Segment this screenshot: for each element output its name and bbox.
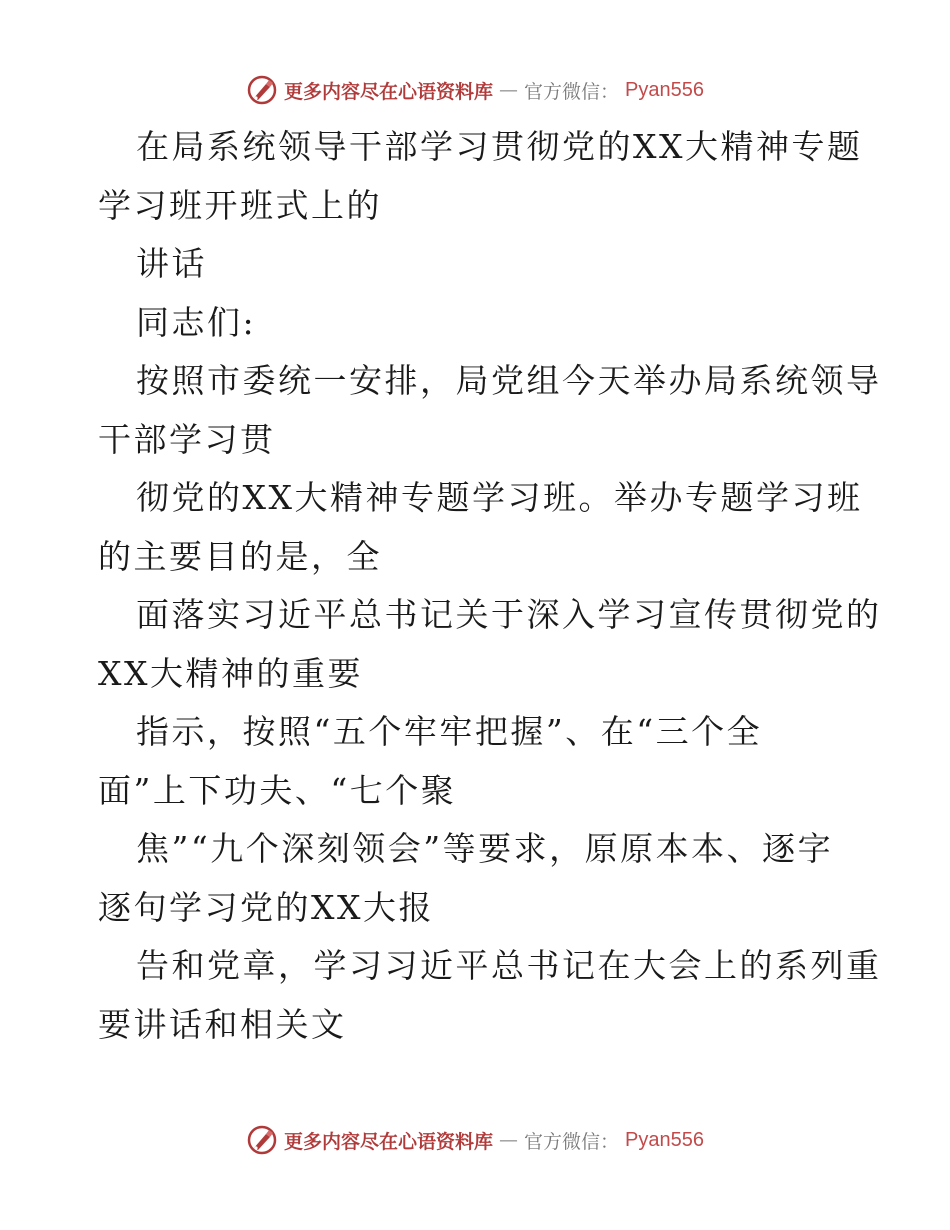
pen-logo-icon — [246, 74, 278, 106]
watermark-dash: — — [499, 1129, 519, 1151]
document-line: 讲话 — [136, 244, 207, 283]
document-line: 面”上下功夫、“七个聚 — [98, 770, 457, 810]
header-watermark — [0, 70, 950, 110]
document-line: 告和党章，学习习近平总书记在大会上的系列重 — [136, 946, 882, 985]
pen-logo-icon — [246, 1124, 278, 1156]
document-line: 的主要目的是，全 — [98, 536, 382, 576]
document-line: 要讲话和相关文 — [98, 1004, 347, 1044]
document-line: 在局系统领导干部学习贯彻党的XX大精神专题 — [136, 127, 863, 166]
watermark-main-text: 更多内容尽在心语资料库 — [284, 1130, 494, 1153]
watermark-wechat-id: Pyan556 — [625, 78, 704, 101]
document-body — [98, 118, 882, 1054]
document-line: 干部学习贯 — [98, 419, 276, 459]
document-line: 指示，按照“五个牢牢把握”、在“三个全 — [136, 712, 763, 751]
document-line: 彻党的XX大精神专题学习班。举办专题学习班 — [136, 478, 863, 517]
watermark-sub-text: 官方微信： — [524, 1130, 620, 1153]
watermark-dash: — — [499, 79, 519, 101]
watermark-wechat-id: Pyan556 — [625, 1128, 704, 1151]
document-line: 面落实习近平总书记关于深入学习宣传贯彻党的 — [136, 595, 882, 634]
document-line: 学习班开班式上的 — [98, 185, 382, 225]
footer-watermark — [0, 1120, 950, 1160]
watermark-sub-text: 官方微信： — [524, 80, 620, 103]
document-line: XX大精神的重要 — [98, 653, 363, 693]
document-line: 按照市委统一安排，局党组今天举办局系统领导 — [136, 361, 882, 400]
watermark-main-text: 更多内容尽在心语资料库 — [284, 80, 494, 103]
document-line: 同志们: — [136, 302, 257, 342]
document-line: 逐句学习党的XX大报 — [98, 887, 434, 927]
document-line: 焦”“九个深刻领会”等要求，原原本本、逐字 — [136, 829, 834, 868]
